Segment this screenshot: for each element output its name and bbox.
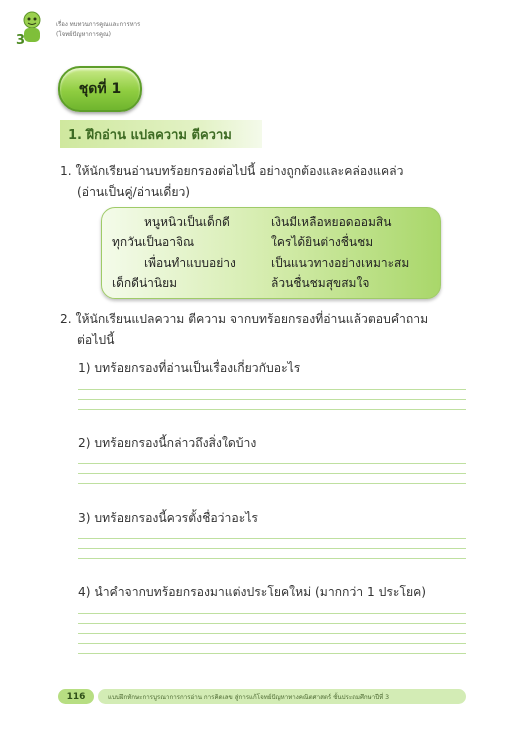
question-2-line-2: ต่อไปนี้: [77, 333, 115, 347]
answer-line[interactable]: [78, 473, 466, 474]
answer-line[interactable]: [78, 623, 466, 624]
answer-line[interactable]: [78, 643, 466, 644]
poem-line-2-left: ทุกวันเป็นอาจิณ: [112, 235, 195, 249]
page-number-badge: [58, 689, 94, 704]
answer-line[interactable]: [78, 409, 466, 410]
sub-question-4: 4) นำคำจากบทร้อยกรองมาแต่งประโยคใหม่ (มากกว่า 1 ประโยค): [78, 585, 427, 599]
answer-line[interactable]: [78, 548, 466, 549]
poem-line-3-right: เป็นแนวทางอย่างเหมาะสม: [271, 256, 410, 270]
poem-line-1-left: หนูหนิวเป็นเด็กดี: [144, 215, 230, 229]
section-title: 1. ฝึกอ่าน แปลความ ตีความ: [68, 127, 232, 143]
answer-line[interactable]: [78, 483, 466, 484]
sub-question-3: 3) บทร้อยกรองนี้ควรตั้งชื่อว่าอะไร: [78, 511, 258, 525]
set-badge: [58, 66, 142, 112]
sub-question-2: 2) บทร้อยกรองนี้กล่าวถึงสิ่งใดบ้าง: [78, 436, 257, 450]
answer-line[interactable]: [78, 653, 466, 654]
answer-line[interactable]: [78, 613, 466, 614]
page-number: 116: [66, 691, 86, 702]
answer-line[interactable]: [78, 463, 466, 464]
sub-question-1: 1) บทร้อยกรองที่อ่านเป็นเรื่องเกี่ยวกับอะไร: [78, 361, 301, 375]
poem-line-4-left: เด็กดีน่านิยม: [112, 276, 178, 290]
answer-line[interactable]: [78, 538, 466, 539]
svg-text:3: 3: [16, 33, 26, 48]
answer-line[interactable]: [78, 399, 466, 400]
question-1-line-2: (อ่านเป็นคู่/อ่านเดี่ยว): [77, 185, 191, 199]
poem-line-1-right: เงินมีเหลือหยอดออมสิน: [271, 215, 392, 229]
answer-line[interactable]: [78, 389, 466, 390]
header-subtopic: (โจทย์ปัญหาการคูณ): [56, 31, 111, 38]
answer-line[interactable]: [78, 558, 466, 559]
poem-line-3-left: เพื่อนทำแบบอย่าง: [144, 256, 236, 270]
header-topic: เรื่อง ทบทวนการคูณและการหาร: [56, 21, 141, 28]
answer-line[interactable]: [78, 633, 466, 634]
poem-line-4-right: ล้วนชื่นชมสุขสมใจ: [271, 276, 370, 290]
set-label: ชุดที่ 1: [78, 81, 122, 97]
question-1-line-1: 1. ให้นักเรียนอ่านบทร้อยกรองต่อไปนี้ อย่างถูกต้องและคล่องแคล่ว: [60, 164, 404, 178]
footer-title-bar: [98, 689, 466, 704]
poem-line-2-right: ใครได้ยินต่างชื่นชม: [271, 235, 374, 249]
character-logo-icon: [12, 10, 46, 48]
question-2-line-1: 2. ให้นักเรียนแปลความ ตีความ จากบทร้อยกรองที่อ่านแล้วตอบคำถาม: [60, 312, 429, 326]
footer-book-title: แบบฝึกทักษะการบูรณาการการอ่าน การคิดเลข สู่การแก้โจทย์ปัญหาทางคณิตศาสตร์ ชั้นประถมศึกษาปีที่ 3: [108, 693, 390, 701]
section-title-band: [60, 120, 262, 148]
